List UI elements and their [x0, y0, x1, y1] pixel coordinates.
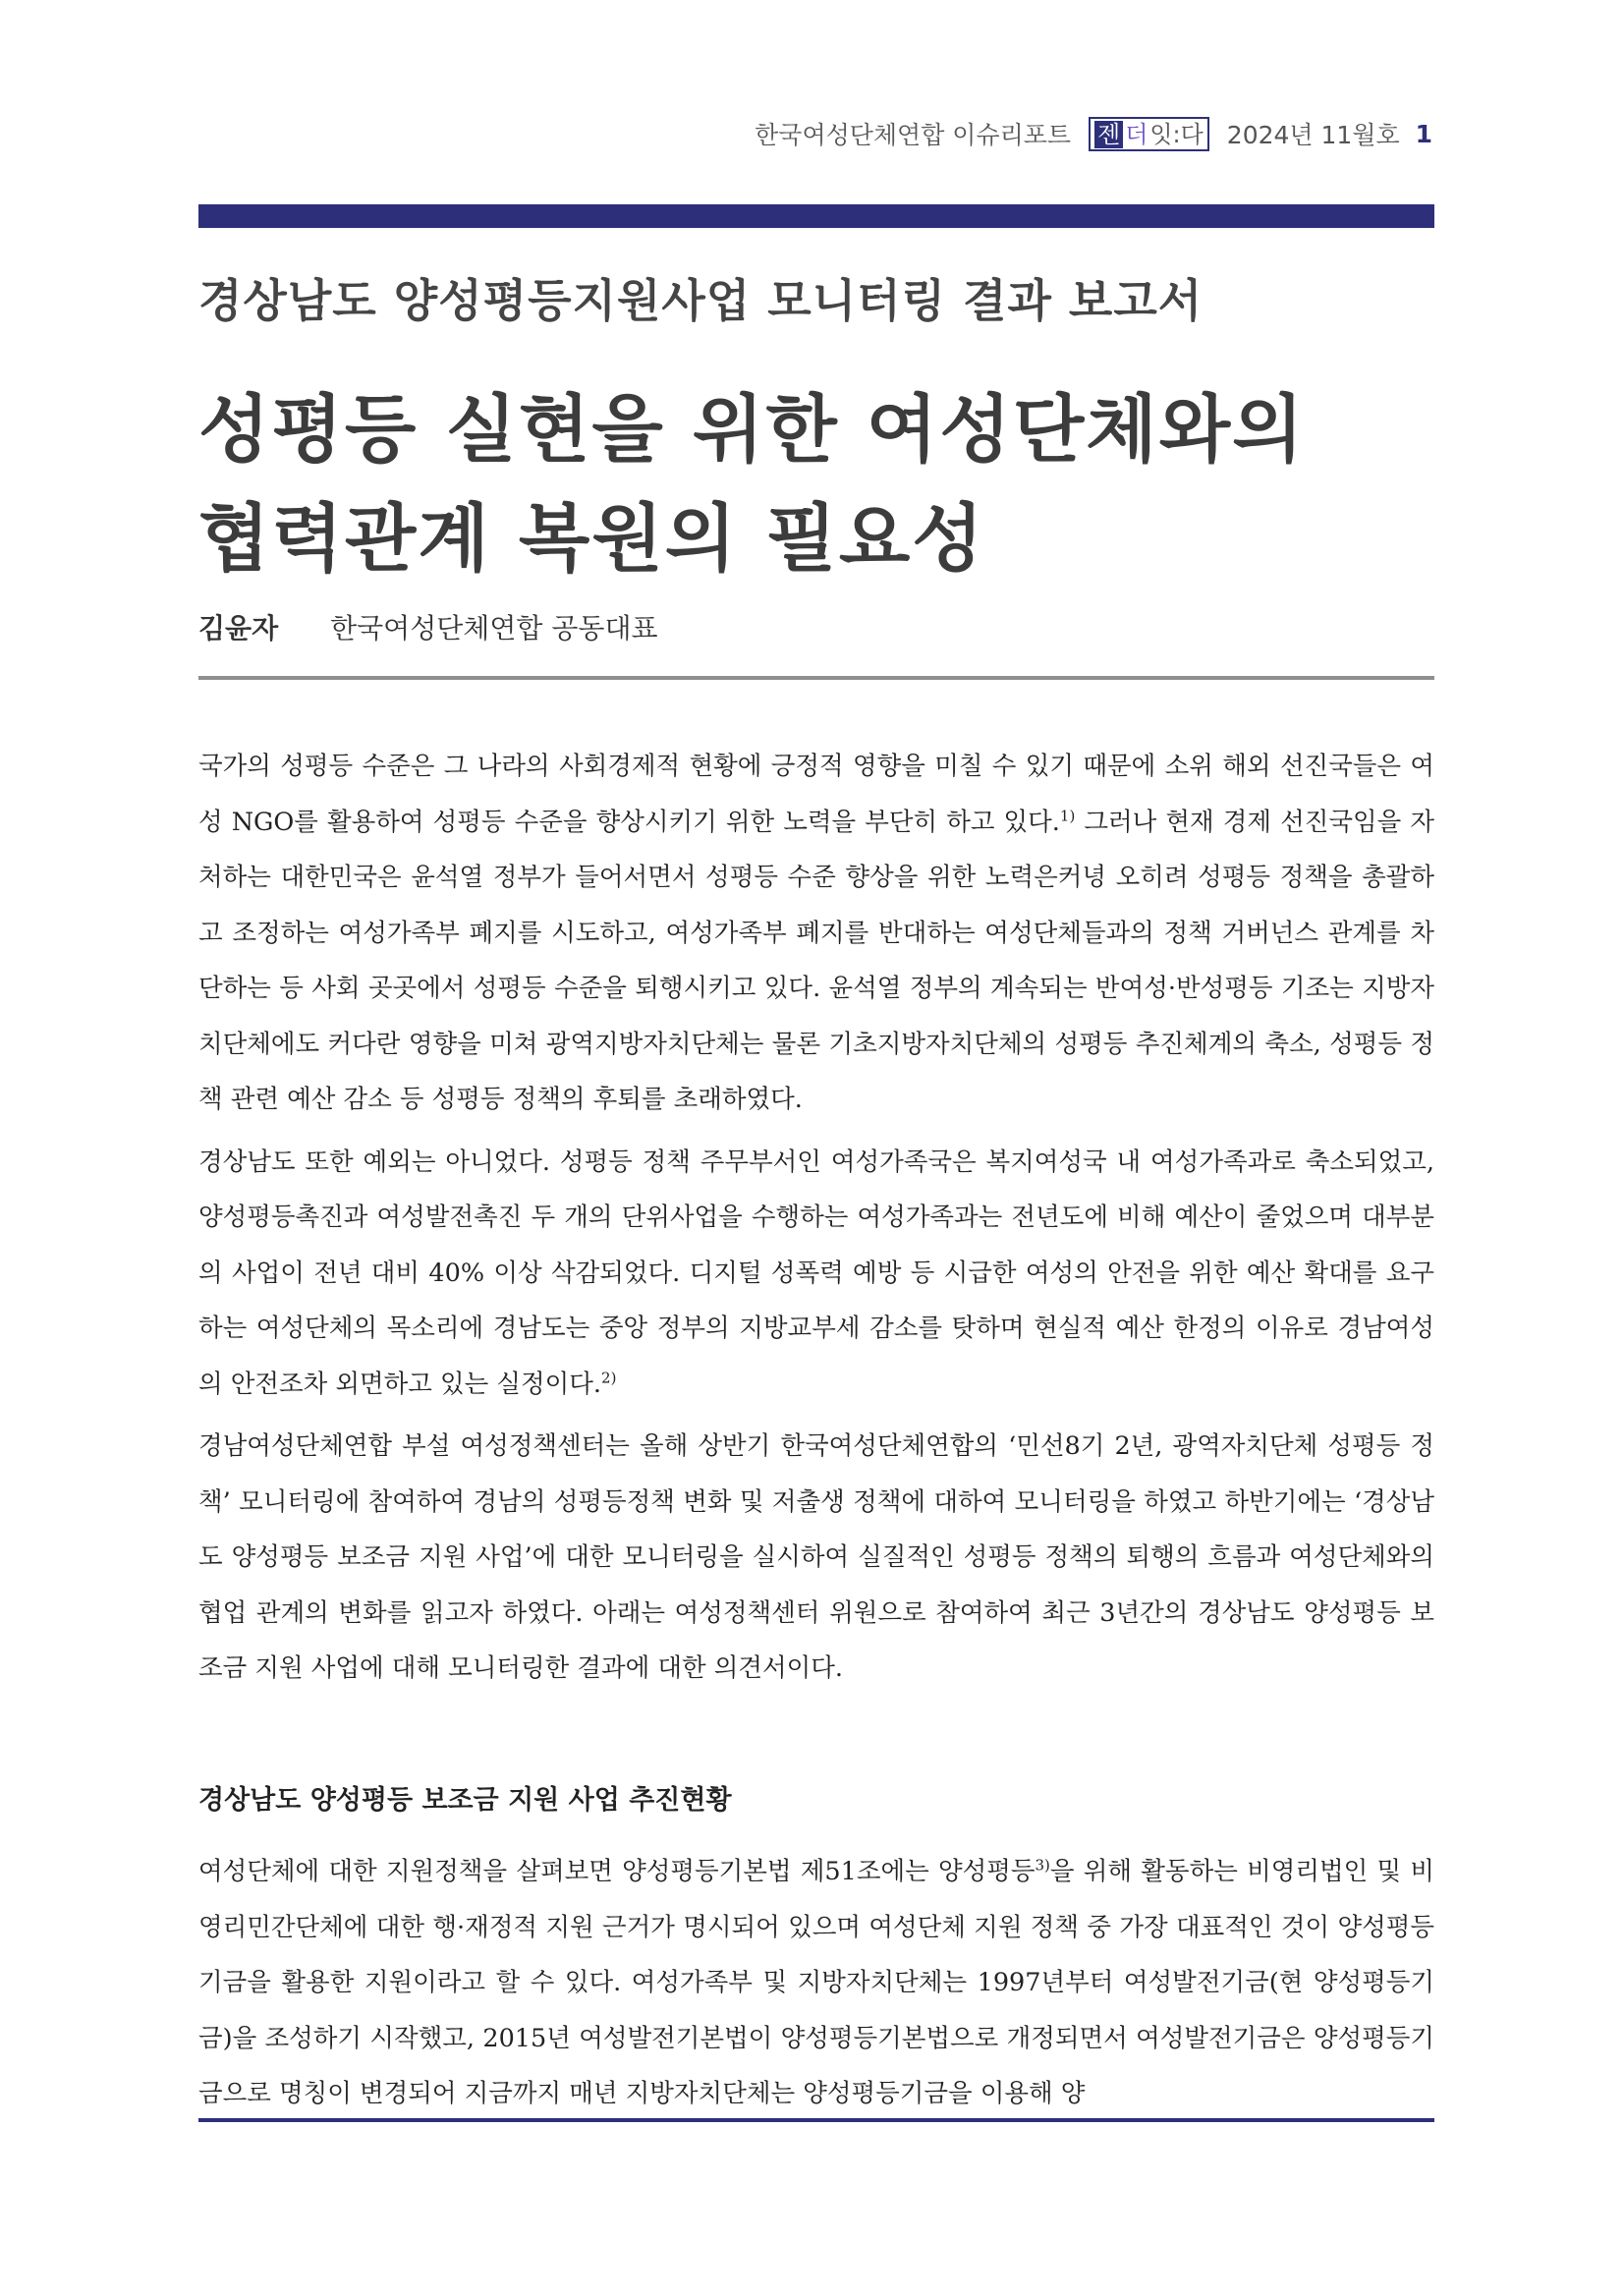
- footnote-ref-1[interactable]: 1): [1059, 807, 1076, 824]
- header-org-report: 한국여성단체연합 이슈리포트: [755, 121, 1072, 149]
- report-subtitle: 경상남도 양성평등지원사업 모니터링 결과 보고서: [198, 274, 1204, 327]
- paragraph-4: 여성단체에 대한 지원정책을 살펴보면 양성평등기본법 제51조에는 양성평등$^{3)}$을 위해 활동하는 비영리법인 및 비영리민간단체에 대한 행·재정적 지원 근거가 명시되어 있으며 여성단체 지원 정책 중 가장 대표적인 것이 양성평등기금을 활용한 지원이라고 할 수 있다. 여성가족부 및 지방자치단체는 1997년부터 여성발전기금(현 양성평등기금)을 조성하기 시작했고, 2015년 여성발전기본법이 양성평등기본법으로 개정되면서 여성발전기금은 양성평등기금으로 명칭이 변경되어 지금까지 매년 지방자치단체는 양성평등기금을 이용해 양: [198, 1856, 1434, 2108]
- page-header: [0, 116, 1432, 151]
- paragraph-3: 경남여성단체연합 부설 여성정책센터는 올해 상반기 한국여성단체연합의 ‘민선8기 2년, 광역자치단체 성평등 정책’ 모니터링에 참여하여 경남의 성평등정책 변화 및 저출생 정책에 대하여 모니터링을 하였고 하반기에는 ‘경상남도 양성평등 보조금 지원 사업’에 대한 모니터링을 실시하여 실질적인 성평등 정책의 퇴행의 흐름과 여성단체와의 협업 관계의 변화를 읽고자 하였다. 아래는 여성정책센터 위원으로 참여하여 최근 3년간의 경상남도 양성평등 보조금 지원 사업에 대해 모니터링한 결과에 대한 의견서이다.: [198, 1431, 1434, 1683]
- footer-divider-bar: [198, 2118, 1434, 2122]
- author-role: 한국여성단체연합 공동대표: [330, 612, 658, 644]
- section-body: [198, 1844, 1434, 2122]
- report-title: [198, 375, 1434, 593]
- gender-itda-logo: 젠 더잇:다: [1089, 117, 1209, 151]
- body-text: [198, 739, 1434, 1704]
- header-issue-date: 2024년 11월호: [1226, 121, 1400, 149]
- author-byline: [198, 607, 658, 646]
- title-line-2: 협력관계 복원의 필요성: [198, 495, 985, 582]
- paragraph-1: 국가의 성평등 수준은 그 나라의 사회경제적 현황에 긍정적 영향을 미칠 수 있기 때문에 소위 해외 선진국들은 여성 NGO를 활용하여 성평등 수준을 향상시키기 위한 노력을 부단히 하고 있다.$^{1)}$ 그러나 현재 경제 선진국임을 자처하는 대한민국은 윤석열 정부가 들어서면서 성평등 수준 향상을 위한 노력은커녕 오히려 성평등 정책을 총괄하고 조정하는 여성가족부 폐지를 시도하고, 여성가족부 폐지를 반대하는 여성단체들과의 정책 거버넌스 관계를 차단하는 등 사회 곳곳에서 성평등 수준을 퇴행시키고 있다. 윤석열 정부의 계속되는 반여성·반성평등 기조는 지방자치단체에도 커다란 영향을 미쳐 광역지방자치단체는 물론 기초지방자치단체의 성평등 추진체계의 축소, 성평등 정책 관련 예산 감소 등 성평등 정책의 후퇴를 초래하였다.: [198, 752, 1434, 1114]
- title-divider: [198, 676, 1434, 680]
- footnote-ref-3[interactable]: 3): [1035, 1856, 1050, 1875]
- section-heading: 경상남도 양성평등 보조금 지원 사업 추진현황: [198, 1785, 732, 1816]
- page-number: 1: [1415, 119, 1432, 148]
- title-line-1: 성평등 실현을 위한 여성단체와의: [198, 386, 1306, 473]
- paragraph-2: 경상남도 또한 예외는 아니었다. 성평등 정책 주무부서인 여성가족국은 복지여성국 내 여성가족과로 축소되었고, 양성평등촉진과 여성발전촉진 두 개의 단위사업을 수행하는 여성가족과는 전년도에 비해 예산이 줄었으며 대부분의 사업이 전년 대비 40% 이상 삭감되었다. 디지털 성폭력 예방 등 시급한 여성의 안전을 위한 예산 확대를 요구하는 여성단체의 목소리에 경남도는 중앙 정부의 지방교부세 감소를 탓하며 현실적 예산 한정의 이유로 경남여성의 안전조차 외면하고 있는 실정이다.$^{2)}$: [198, 1147, 1434, 1399]
- author-name: 김윤자: [198, 612, 279, 644]
- footnote-ref-2[interactable]: 2): [601, 1369, 617, 1386]
- header-divider-bar: [198, 204, 1434, 228]
